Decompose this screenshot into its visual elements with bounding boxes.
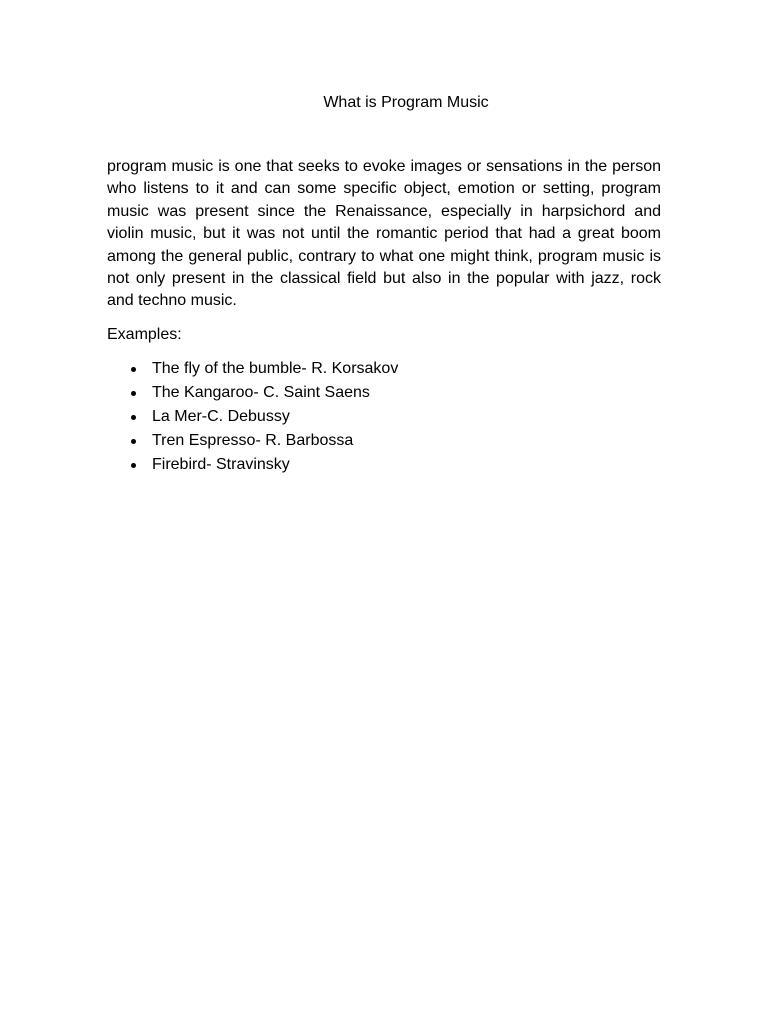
list-item-text: The Kangaroo- C. Saint Saens: [152, 384, 370, 401]
examples-list: [107, 358, 398, 478]
list-item: [107, 382, 398, 406]
document-title: What is Program Music: [323, 94, 489, 111]
bullet-icon: [131, 367, 136, 372]
list-item-text: Firebird- Stravinsky: [152, 456, 290, 473]
bullet-icon: [131, 415, 136, 420]
list-item: [107, 358, 398, 382]
list-item: [107, 454, 398, 478]
examples-label: Examples:: [107, 326, 182, 343]
bullet-icon: [131, 463, 136, 468]
bullet-icon: [131, 391, 136, 396]
list-item: [107, 430, 398, 454]
body-paragraph: program music is one that seeks to evoke images or sensations in the person who listens to it and can some specific object, emotion or setting, program music was present since the Renaissance, especially in harpsichord and violin music, but it was not until the romantic period that had a great boom among the general public, contrary to what one might think, program music is not only present in the classical field but also in the popular with jazz, rock and techno music.: [107, 158, 661, 310]
list-item-text: Tren Espresso- R. Barbossa: [152, 432, 354, 449]
bullet-icon: [131, 439, 136, 444]
list-item: [107, 406, 398, 430]
list-item-text: La Mer-C. Debussy: [152, 408, 290, 425]
list-item-text: The fly of the bumble- R. Korsakov: [152, 360, 399, 377]
